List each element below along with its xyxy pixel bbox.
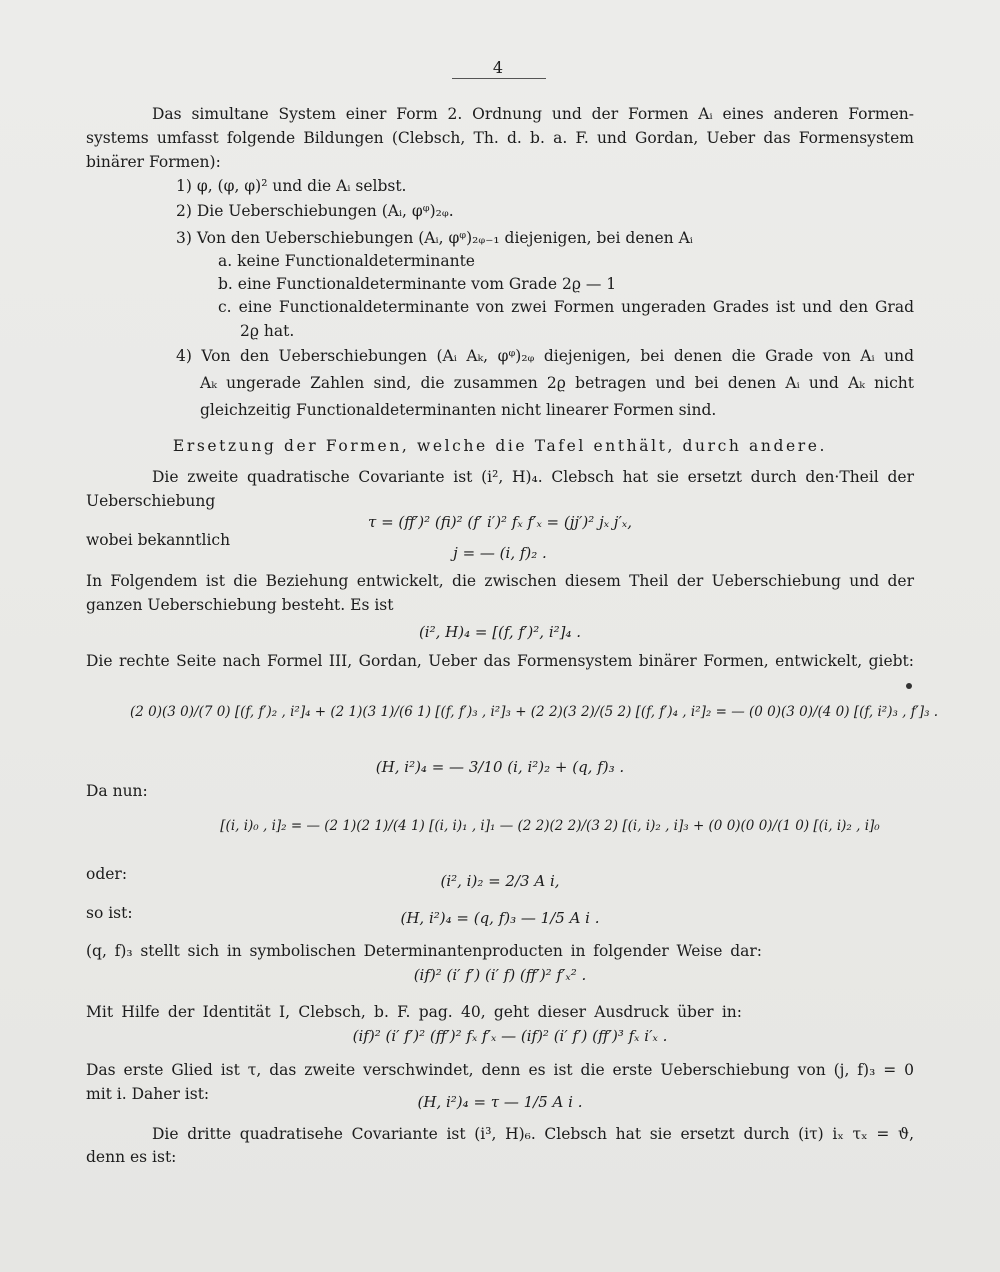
page-number: 4 <box>492 58 504 77</box>
equation-iH: (i², H)₄ = [(f, f′)², i²]₄ . <box>418 623 582 641</box>
paragraph-2-line-1: Die zweite quadratische Covariante ist (i², H)₄. Clebsch hat sie ersetzt durch den·Theil der <box>152 468 914 486</box>
paragraph-7-line-2: mit i. Daher ist: <box>86 1085 210 1103</box>
wobei-bekanntlich: wobei bekanntlich <box>86 531 231 549</box>
equation-qf: (if)² (i′ f′) (i′ f) (ff′)² f′ₓ² . <box>413 966 587 984</box>
paragraph-1-line-1: Das simultane System einer Form 2. Ordnung und der Formen Aᵢ eines anderen Formen- <box>152 105 914 123</box>
equation-oder: (i², i)₂ = 2/3 A i, <box>440 872 560 890</box>
equation-j: j = — (i, f)₂ . <box>453 544 547 562</box>
oder-label: oder: <box>86 865 128 883</box>
paragraph-1-line-2: systems umfasst folgende Bildungen (Clebsch, Th. d. b. a. F. und Gordan, Ueber das Formensystem <box>86 129 914 147</box>
equation-tau: τ = (ff′)² (fi)² (f′ i′)² fₓ f′ₓ = (jj′)² jₓ j′ₓ, <box>368 513 632 531</box>
paragraph-8-line-2: denn es ist: <box>86 1148 177 1166</box>
paragraph-6: Mit Hilfe der Identität I, Clebsch, b. F. pag. 40, geht dieser Ausdruck über in: <box>86 1003 742 1021</box>
section-heading: Ersetzung der Formen, welche die Tafel enthält, durch andere. <box>172 437 828 455</box>
list-item-1: 1) φ, (φ, φ)² und die Aᵢ selbst. <box>176 177 407 195</box>
paragraph-2-line-2: Ueberschiebung <box>86 492 216 510</box>
paragraph-5: (q, f)₃ stellt sich in symbolischen Determinantenproducten in folgender Weise dar: <box>86 942 762 960</box>
da-nun-label: Da nun: <box>86 782 148 800</box>
list-item-3c-line-2: 2ϱ hat. <box>240 322 295 340</box>
so-ist-label: so ist: <box>86 904 133 922</box>
paragraph-4: Die rechte Seite nach Formel III, Gordan, Ueber das Formensystem binärer Formen, entwickelt, giebt: <box>86 652 914 670</box>
equation-identity: (if)² (i′ f′)² (ff′)² fₓ f′ₓ — (if)² (i′ f′) (ff′)³ fₓ i′ₓ . <box>352 1027 668 1045</box>
paragraph-3-line-2: ganzen Ueberschiebung besteht. Es ist <box>86 596 394 614</box>
equation-gordan-expansion: (2 0)(3 0)/(7 0) [(f, f′)₂ , i²]₄ + (2 1)(3 1)/(6 1) [(f, f′)₃ , i²]₃ + (2 2)(3 2)/(5 2) [(f, f′)₄ , i²]₂ = — (0 0)(3 0)/(4 0) [(f, i²)₃ , f′]₃ . <box>130 704 939 720</box>
paragraph-1-line-3: binärer Formen): <box>86 153 221 171</box>
paragraph-3-line-1: In Folgendem ist die Beziehung entwickelt, die zwischen diesem Theil der Ueberschiebung und der <box>86 572 914 590</box>
equation-H-1: (H, i²)₄ = — 3/10 (i, i²)₂ + (q, f)₃ . <box>375 758 625 776</box>
paragraph-8-line-1: Die dritte quadratisehe Covariante ist (i³, H)₆. Clebsch hat sie ersetzt durch (iτ) iₓ τₓ = ϑ, <box>152 1125 914 1143</box>
list-item-3a: a. keine Functionaldeterminante <box>218 252 475 270</box>
equation-final: (H, i²)₄ = τ — 1/5 A i . <box>417 1093 583 1111</box>
list-item-4-line-2: Aₖ ungerade Zahlen sind, die zusammen 2ϱ betragen und bei denen Aᵢ und Aₖ nicht <box>200 374 914 392</box>
list-item-3: 3) Von den Ueberschiebungen (Aᵢ, φᵠ)₂ᵩ₋₁ diejenigen, bei denen Aᵢ <box>176 229 693 247</box>
paragraph-7-line-1: Das erste Glied ist τ, das zweite verschwindet, denn es ist die erste Ueberschiebung von (j, f)₃ = 0 <box>86 1061 914 1079</box>
equation-da-nun: [(i, i)₀ , i]₂ = — (2 1)(2 1)/(4 1) [(i, i)₁ , i]₁ — (2 2)(2 2)/(3 2) [(i, i)₂ , i]₃ + (0 0)(0 0)/(1 0) [(i, i)₂ , i]₀ <box>220 818 880 834</box>
list-item-4-line-1: 4) Von den Ueberschiebungen (Aᵢ Aₖ, φᵠ)₂ᵩ diejenigen, bei denen die Grade von Aᵢ und <box>176 347 914 365</box>
list-item-3c-line-1: c. eine Functionaldeterminante von zwei Formen ungeraden Grades ist und den Grad <box>218 298 914 316</box>
list-item-2: 2) Die Ueberschiebungen (Aᵢ, φᵠ)₂ᵩ. <box>176 202 454 220</box>
page-number-rule <box>452 78 546 79</box>
list-item-4-line-3: gleichzeitig Functionaldeterminanten nicht linearer Formen sind. <box>200 401 717 419</box>
equation-so-ist: (H, i²)₄ = (q, f)₃ — 1/5 A i . <box>400 909 600 927</box>
list-item-3b: b. eine Functionaldeterminante vom Grade 2ϱ — 1 <box>218 275 617 293</box>
ink-dot <box>906 683 912 689</box>
